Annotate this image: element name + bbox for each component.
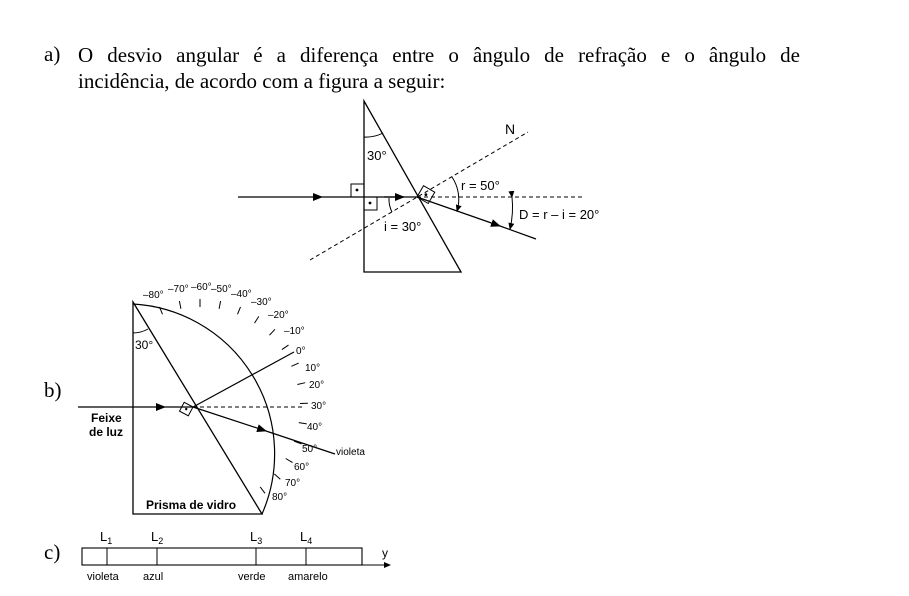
deviation-angle-arc — [510, 197, 513, 229]
violet-ray-b-tail — [266, 431, 335, 454]
prism-angle-label-a: 30° — [367, 148, 387, 163]
scale-label-70: 70° — [285, 478, 301, 489]
scale-label-neg60: –60° — [191, 282, 212, 293]
mark-L3: $L_3$ — [250, 529, 263, 546]
beam-label-line1: Feixe — [91, 411, 122, 425]
item-a-label: a) — [44, 42, 61, 66]
scale-label-30: 30° — [311, 401, 327, 412]
item-b-label: b) — [44, 378, 62, 402]
scale-tick — [270, 329, 276, 335]
scale-label-neg50: –50° — [211, 284, 232, 295]
scale-tick — [274, 474, 280, 479]
color-strip — [82, 548, 362, 565]
item-a-text-line2: incidência, de acordo com a figura a seguir: — [78, 69, 446, 93]
prism-angle-arc-a — [364, 133, 383, 137]
scale-label-10: 10° — [305, 363, 321, 374]
scale-label-0: 0° — [296, 346, 306, 357]
normal-label-a: N — [505, 121, 516, 137]
figure-a — [238, 101, 599, 272]
color-amarelo: amarelo — [288, 571, 328, 583]
scale-label-neg40: –40° — [231, 289, 252, 300]
scale-tick — [299, 423, 307, 424]
scale-tick — [291, 363, 298, 366]
scale-label-neg30: –30° — [251, 297, 272, 308]
scale-tick — [297, 383, 305, 385]
scale-label-40: 40° — [307, 422, 323, 433]
scale-tick — [179, 301, 181, 309]
refracted-ray-a-tail — [500, 226, 536, 239]
figure-c — [82, 529, 390, 583]
scale-tick — [260, 487, 265, 493]
scale-tick — [219, 301, 221, 309]
prism-angle-label-b: 30° — [135, 338, 154, 352]
color-violeta: violeta — [87, 571, 119, 583]
scale-label-80: 80° — [272, 492, 288, 503]
item-a-text-line1: O desvio angular é a diferença entre o ângulo de refração e o ângulo de — [78, 43, 800, 67]
violet-ray-label: violeta — [336, 447, 365, 458]
scale-label-20: 20° — [309, 380, 325, 391]
refraction-angle-label: r = 50° — [461, 178, 500, 193]
color-azul: azul — [143, 571, 164, 583]
scale-label-neg70: –70° — [168, 284, 189, 295]
scale-tick — [255, 316, 259, 323]
prism-angle-arc-b — [133, 329, 148, 333]
mark-L2: $L_2$ — [151, 529, 164, 546]
normal-line-a — [310, 132, 528, 260]
right-angle-mark-b — [179, 402, 193, 416]
normal-line-b — [193, 352, 294, 407]
figure-b — [78, 282, 365, 514]
scale-label-neg10: –10° — [284, 326, 305, 337]
deviation-angle-label: D = r – i = 20° — [519, 207, 600, 222]
incidence-angle-label: i = 30° — [384, 219, 422, 234]
scale-tick — [286, 459, 293, 463]
prism-label-b: Prisma de vidro — [146, 498, 237, 512]
scale-label-50: 50° — [302, 444, 318, 455]
scale-label-60: 60° — [294, 462, 310, 473]
refraction-angle-arc — [452, 177, 459, 211]
scale-label-neg20: –20° — [268, 310, 289, 321]
scale-tick — [238, 307, 241, 314]
mark-L1: $L_1$ — [100, 529, 113, 546]
y-axis-label: y — [382, 546, 388, 560]
color-verde: verde — [238, 571, 266, 583]
prism-a — [364, 101, 461, 272]
scale-label-neg80: –80° — [143, 290, 164, 301]
incidence-angle-arc — [389, 198, 392, 212]
mark-L4: $L_4$ — [300, 529, 313, 546]
beam-label-line2: de luz — [89, 425, 124, 439]
angle-scale-arc — [133, 304, 275, 514]
scale-tick — [282, 345, 289, 350]
item-c-label: c) — [44, 540, 61, 564]
